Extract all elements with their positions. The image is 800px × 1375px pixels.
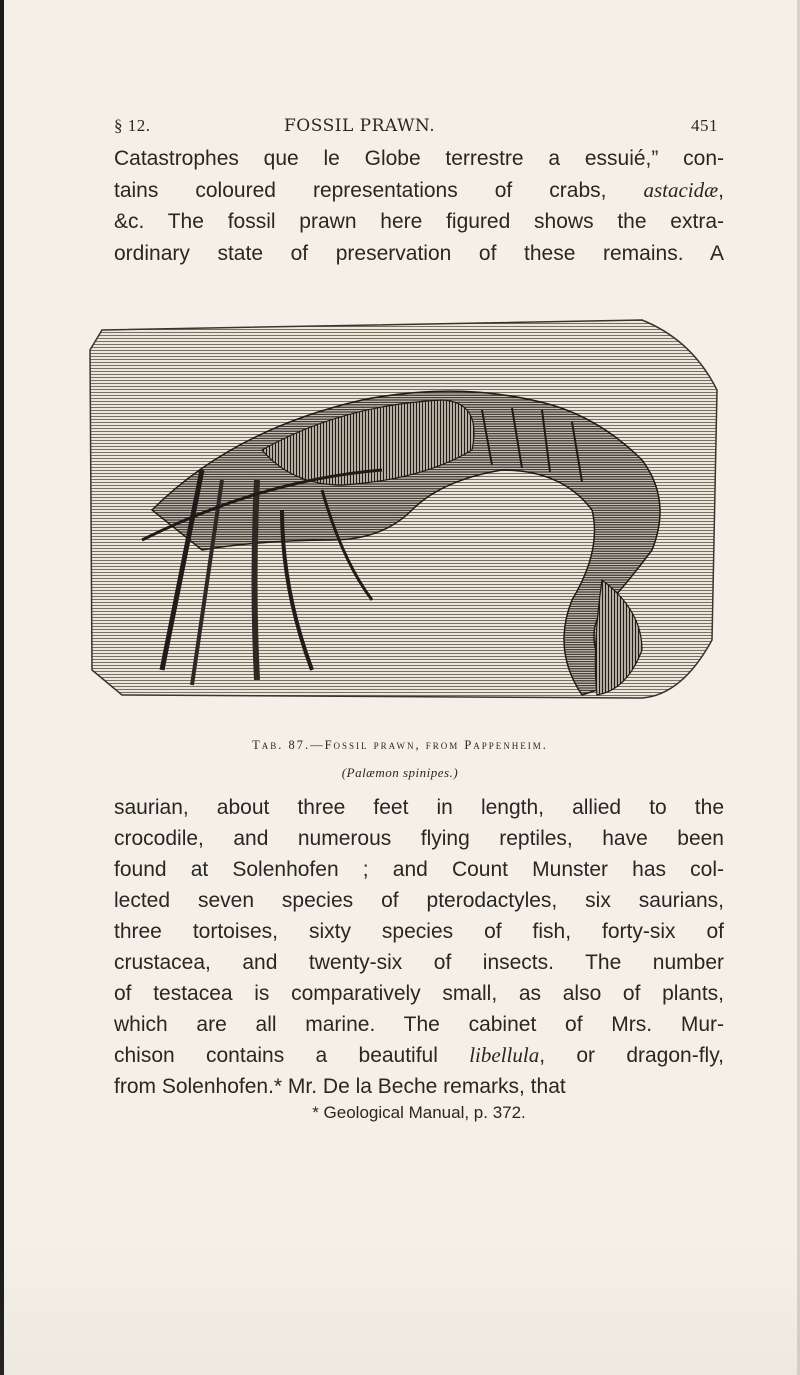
text-line: crustacea, and twenty-six of insects. The number: [114, 951, 724, 974]
text-line: three tortoises, sixty species of fish, forty-six of: [114, 920, 724, 943]
italic-term: astacidæ: [643, 177, 719, 202]
page-binding-edge: [0, 0, 4, 1375]
figure-caption: Tab. 87.—Fossil prawn, from Pappenheim.: [252, 738, 548, 752]
page-shading: [0, 1235, 800, 1375]
text-line: found at Solenhofen ; and Count Munster has col-: [114, 858, 724, 881]
paragraph-main: [114, 792, 724, 1102]
text-line: saurian, about three feet in length, allied to the: [114, 796, 724, 819]
figure-subcaption: (Palæmon spinipes.): [341, 765, 459, 780]
prawn-leg: [255, 480, 258, 680]
text-line: of testacea is comparatively small, as also of plants,: [114, 982, 724, 1005]
running-title: FOSSIL PRAWN.: [284, 116, 436, 136]
text-line: from Solenhofen.* Mr. De la Beche remarks, that: [114, 1075, 566, 1098]
engraving: [82, 310, 722, 706]
paragraph-top: [114, 143, 724, 269]
fossil-prawn-illustration: [82, 310, 722, 706]
text-line: tains coloured representations of crabs, astacidæ,: [114, 177, 724, 202]
text-line: lected seven species of pterodactyles, six saurians,: [114, 889, 724, 912]
text-line: Catastrophes que le Globe terrestre a essuié,” con-: [114, 147, 724, 170]
page-number: 451: [691, 116, 718, 135]
italic-term: libellula: [469, 1043, 540, 1067]
text-line: &c. The fossil prawn here figured shows the extra-: [114, 210, 724, 233]
footnote: * Geological Manual, p. 372.: [312, 1103, 526, 1122]
text-line: which are all marine. The cabinet of Mrs. Mur-: [114, 1013, 724, 1036]
text-line: crocodile, and numerous flying reptiles, have been: [114, 827, 724, 850]
text-line: chison contains a beautiful libellula, or dragon-fly,: [114, 1043, 724, 1067]
running-head: [114, 116, 718, 140]
section-number: § 12.: [114, 116, 151, 135]
text-line: ordinary state of preservation of these remains. A: [114, 241, 724, 265]
